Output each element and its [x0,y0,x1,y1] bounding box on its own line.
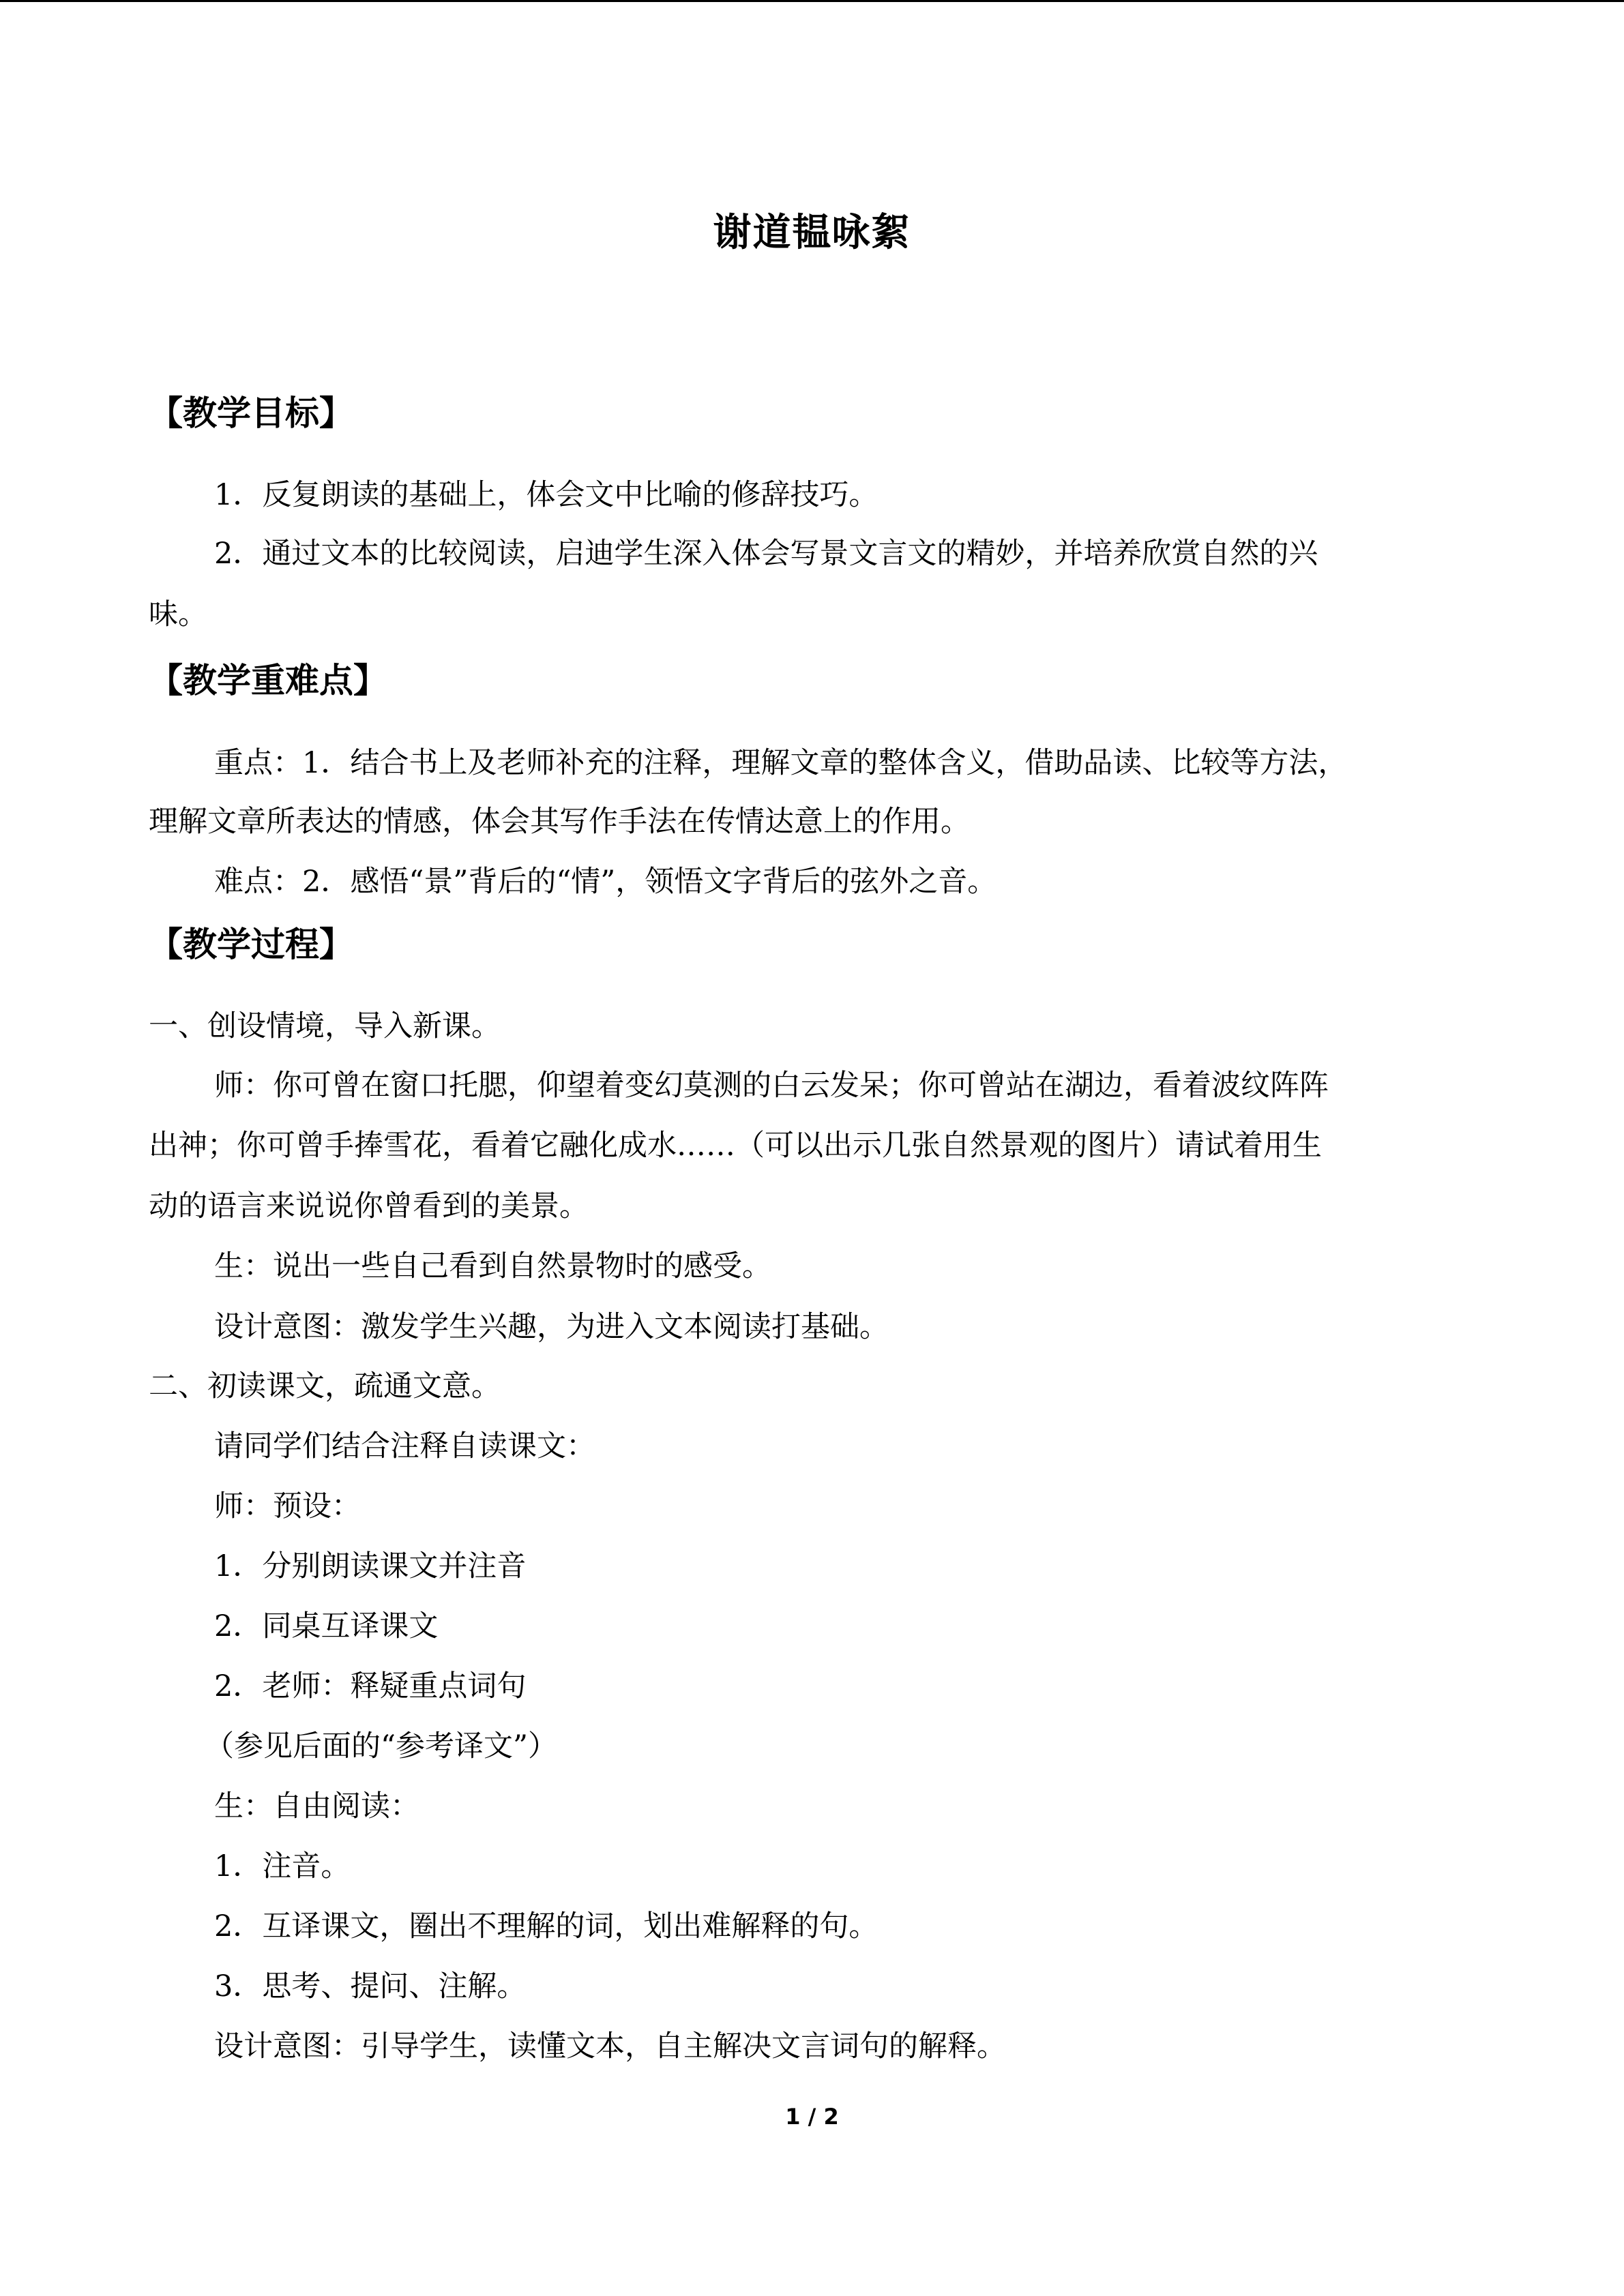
process-line-16: 2．互译课文，圈出不理解的词，划出难解释的句。 [214,1909,879,1943]
key-point-line-3: 难点：2．感悟“景”背后的“情”，领悟文字背后的弦外之音。 [214,865,997,899]
objectives-heading: 【教学目标】 [149,393,353,433]
process-line-15: 1．注音。 [214,1849,351,1883]
process-line-12: 2．老师：释疑重点词句 [214,1669,527,1703]
page-number: 1 / 2 [785,2104,839,2130]
key-point-line-1: 重点：1．结合书上及老师补充的注释，理解文章的整体含义，借助品读、比较等方法， [214,746,1348,780]
objective-line-3: 味。 [149,597,207,631]
objective-line-2: 2．通过文本的比较阅读，启迪学生深入体会写景文言文的精妙，并培养欣赏自然的兴 [214,537,1318,571]
process-line-11: 2．同桌互译课文 [214,1609,439,1643]
process-line-17: 3．思考、提问、注解。 [214,1969,527,2003]
process-line-14: 生：自由阅读： [214,1789,419,1823]
key-point-line-2: 理解文章所表达的情感，体会其写作手法在传情达意上的作用。 [149,805,970,839]
process-line-6: 设计意图：激发学生兴趣，为进入文本阅读打基础。 [214,1310,889,1344]
process-line-2: 师：你可曾在窗口托腮，仰望着变幻莫测的白云发呆；你可曾站在湖边，看着波纹阵阵 [214,1069,1329,1103]
process-line-10: 1．分别朗读课文并注音 [214,1549,527,1583]
key-points-heading: 【教学重难点】 [149,661,387,700]
process-line-13: （参见后面的“参考译文”） [205,1729,557,1763]
process-heading: 【教学过程】 [149,925,353,964]
objective-line-1: 1．反复朗读的基础上，体会文中比喻的修辞技巧。 [214,478,879,512]
process-line-4: 动的语言来说说你曾看到的美景。 [149,1189,589,1223]
top-border-line [0,0,1624,2]
process-line-9: 师：预设： [214,1489,361,1523]
document-title: 谢道韫咏絮 [713,211,911,255]
process-line-8: 请同学们结合注释自读课文： [214,1429,595,1463]
process-line-18: 设计意图：引导学生，读懂文本，自主解决文言词句的解释。 [214,2029,1006,2063]
process-line-3: 出神；你可曾手捧雪花，看着它融化成水……（可以出示几张自然景观的图片）请试着用生 [149,1129,1322,1163]
process-line-7: 二、初读课文，疏通文意。 [149,1369,501,1403]
process-line-1: 一、创设情境，导入新课。 [149,1009,501,1043]
process-line-5: 生：说出一些自己看到自然景物时的感受。 [214,1249,771,1283]
